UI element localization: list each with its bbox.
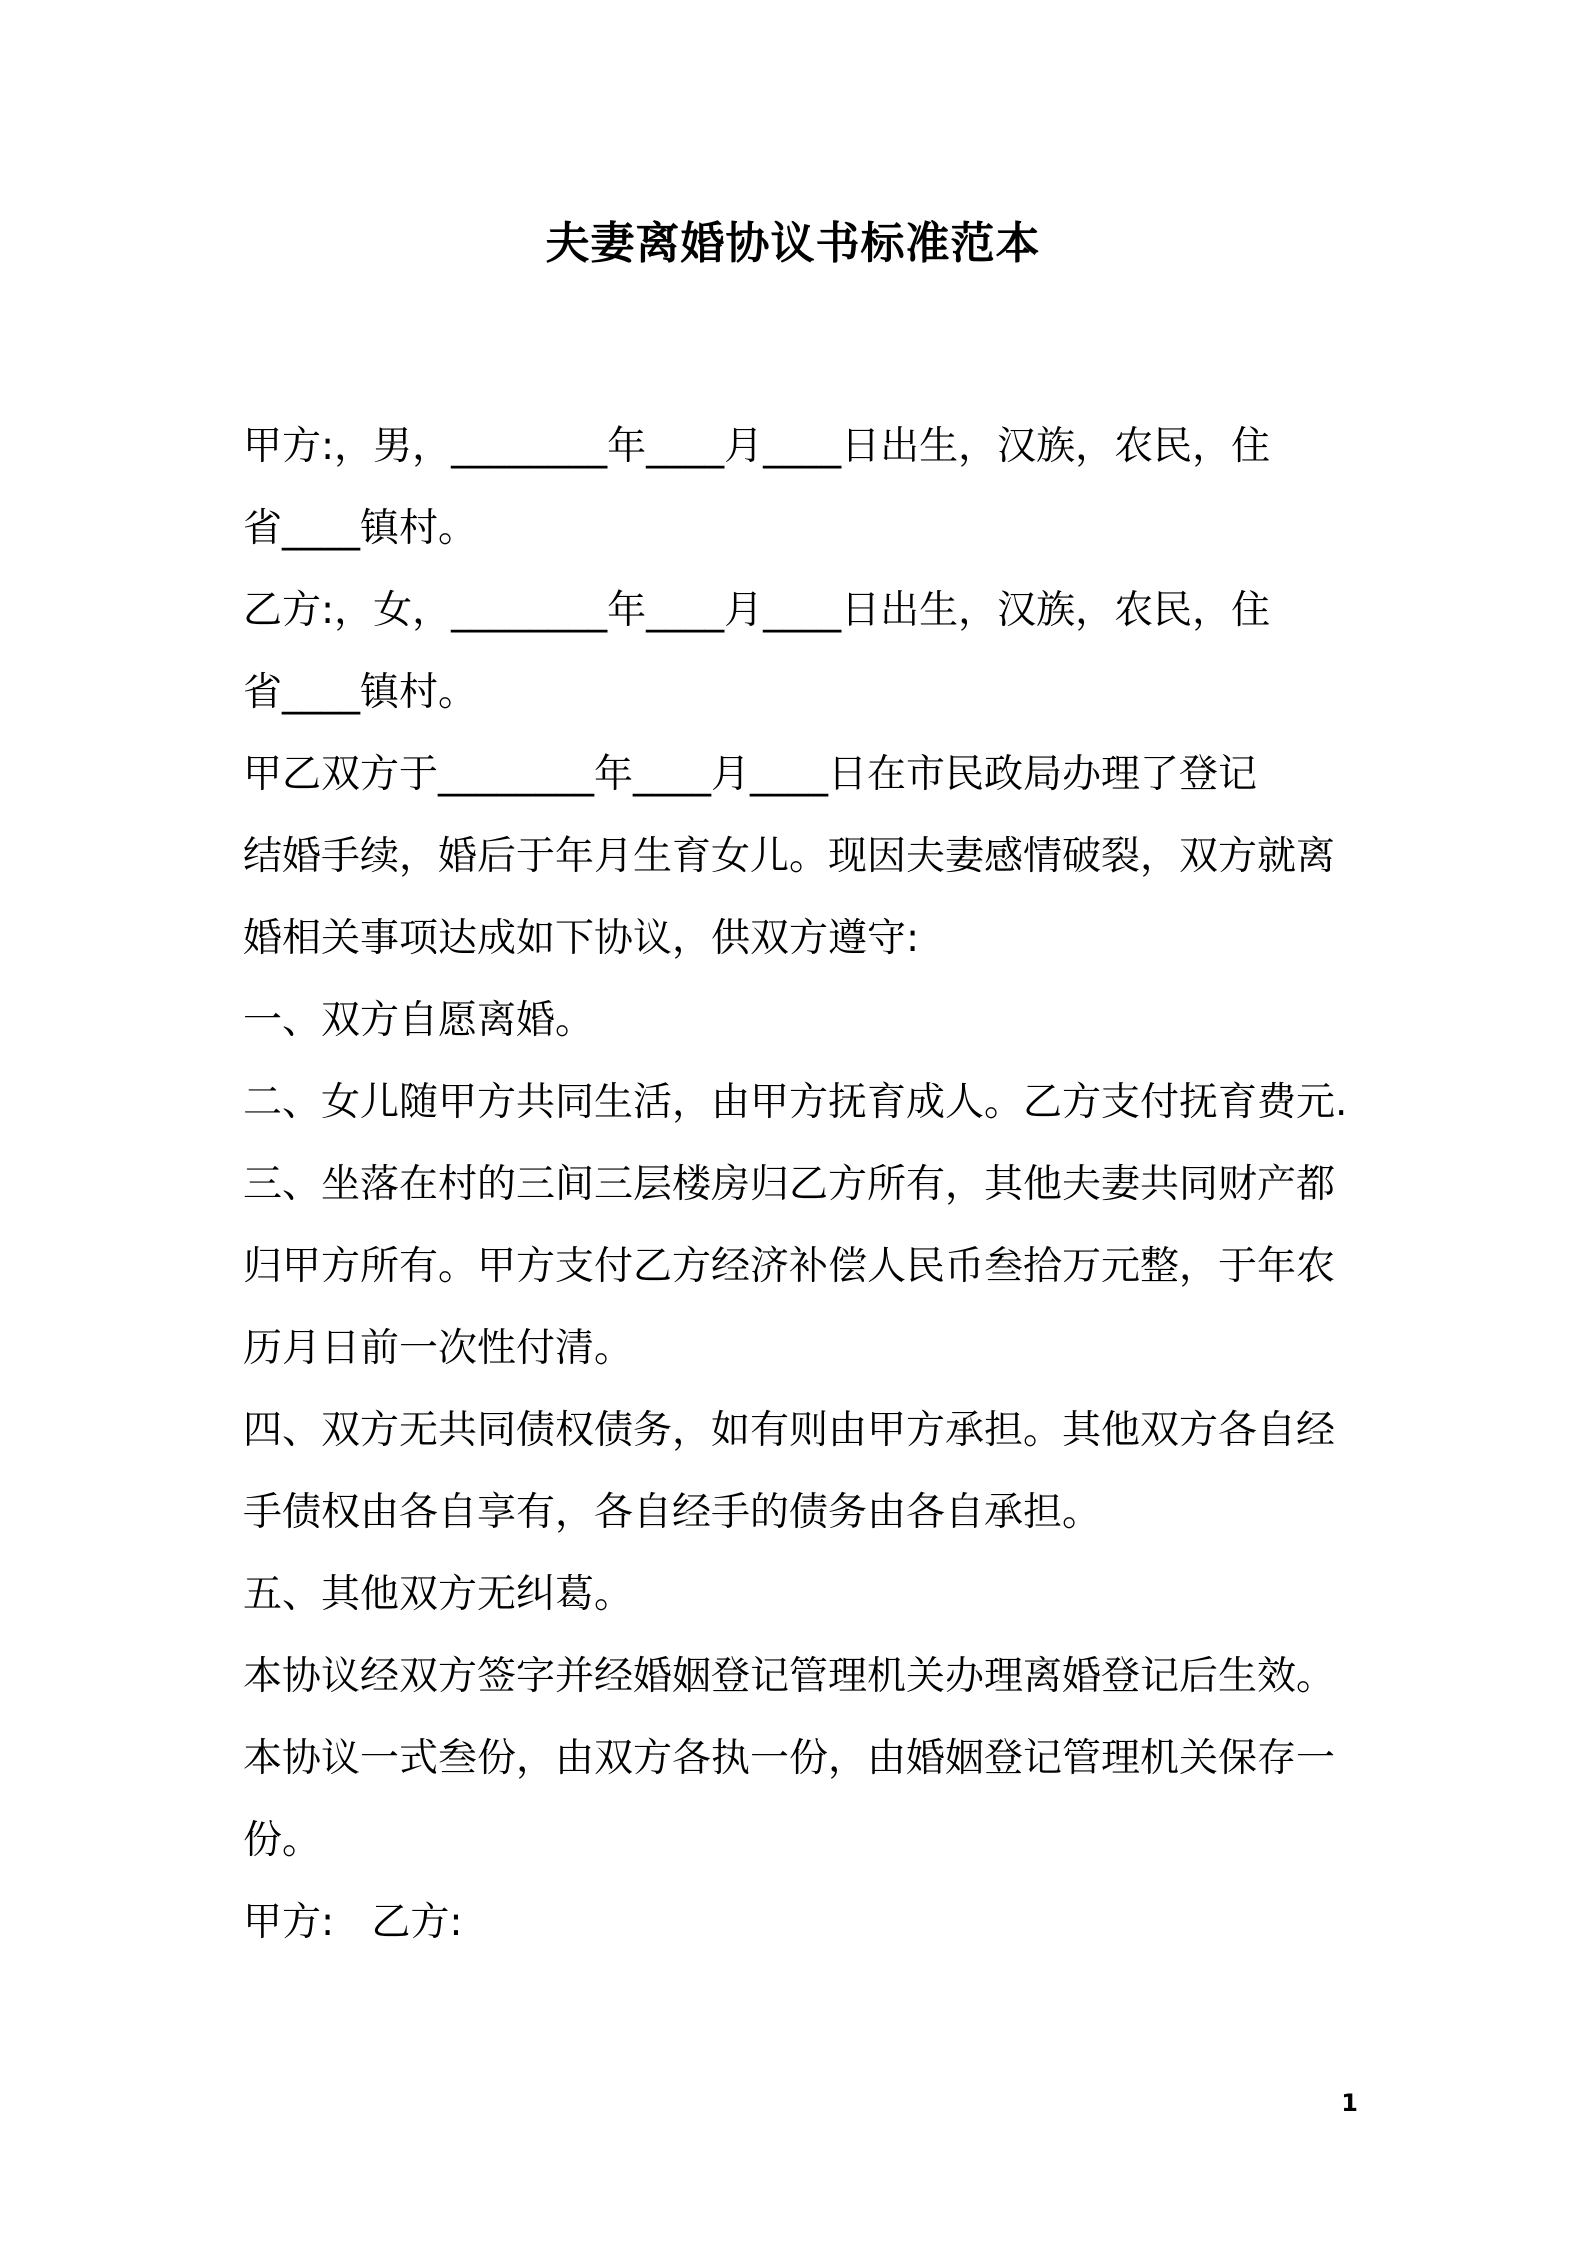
- clause-4-line-1: 四、双方无共同债权债务，如有则由甲方承担。其他双方各自经: [243, 1408, 1336, 1453]
- party-a-info-text: 甲方:，男，________年____月____日出生，汉族，农民，住: [243, 424, 1271, 469]
- clause-1-line: 一、双方自愿离婚。: [243, 998, 595, 1043]
- clause-4-line-2: 手债权由各自享有，各自经手的债务由各自承担。: [243, 1490, 1102, 1535]
- party-a-info-line: [243, 406, 1353, 488]
- document-title: 夫妻离婚协议书标准范本: [545, 218, 1041, 269]
- page-number: 1: [1341, 2089, 1358, 2117]
- signature-line: 甲方: 乙方:: [243, 1900, 463, 1945]
- agreement-intro-line: 婚相关事项达成如下协议，供双方遵守:: [243, 916, 920, 961]
- marriage-registration-line: 甲乙双方于________年____月____日在市民政局办理了登记: [243, 752, 1258, 797]
- effective-clause-line: 本协议经双方签字并经婚姻登记管理机关办理离婚登记后生效。: [243, 1654, 1336, 1699]
- clause-2-line: 二、女儿随甲方共同生活，由甲方抚育成人。乙方支付抚育费元.: [243, 1080, 1348, 1125]
- copies-clause-line-1: 本协议一式叁份，由双方各执一份，由婚姻登记管理机关保存一: [243, 1736, 1336, 1781]
- clause-3-line-3: 历月日前一次性付清。: [243, 1326, 634, 1371]
- clause-3-line-2: 归甲方所有。甲方支付乙方经济补偿人民币叁拾万元整，于年农: [243, 1244, 1336, 1289]
- party-b-info-line: [243, 570, 1353, 652]
- clause-3-line-1: 三、坐落在村的三间三层楼房归乙方所有，其他夫妻共同财产都: [243, 1162, 1336, 1207]
- party-b-info-text: 乙方:，女，________年____月____日出生，汉族，农民，住: [243, 588, 1271, 633]
- party-a-address-line: 省____镇村。: [243, 506, 478, 551]
- document-body: [243, 406, 1353, 1964]
- party-b-address-line: 省____镇村。: [243, 670, 478, 715]
- clause-5-line: 五、其他双方无纠葛。: [243, 1572, 634, 1617]
- copies-clause-line-2: 份。: [243, 1818, 322, 1863]
- marriage-facts-line: 结婚手续，婚后于年月生育女儿。现因夫妻感情破裂，双方就离: [243, 834, 1336, 879]
